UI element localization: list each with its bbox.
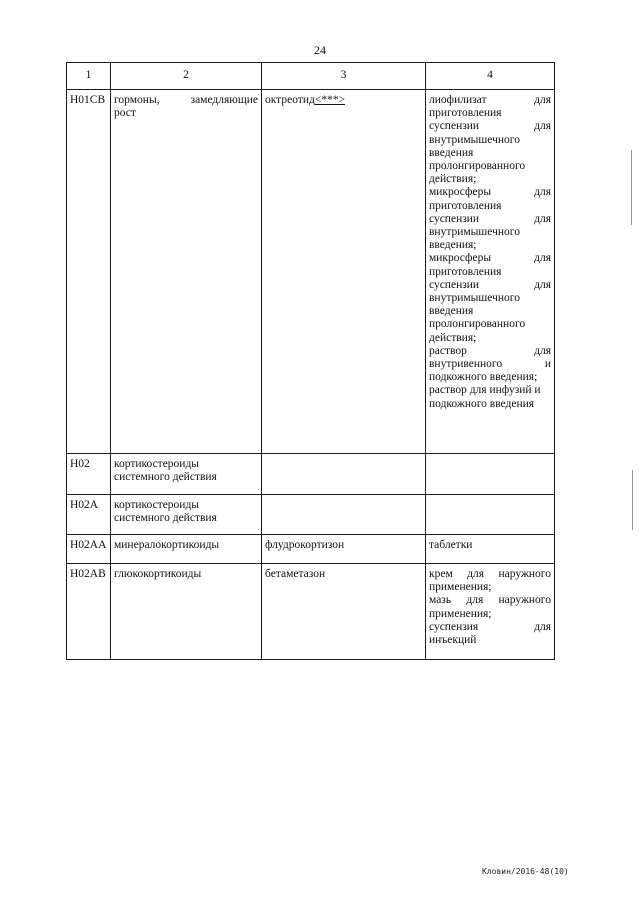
drug-name-cell bbox=[262, 454, 426, 495]
drug-name-cell: флудрокортизон bbox=[262, 535, 426, 564]
group-name-line: кортикостероиды bbox=[114, 499, 200, 511]
drug-footnote-link[interactable]: <***> bbox=[314, 94, 346, 106]
dosage-form-line: суспензии для bbox=[429, 278, 551, 291]
atc-code-cell: H01CB bbox=[67, 90, 111, 454]
group-name-line: глюкокортикоиды bbox=[114, 568, 202, 580]
dosage-form-line: приготовления bbox=[429, 265, 502, 278]
dosage-form-line: введения; bbox=[429, 239, 477, 252]
header-cell-4: 4 bbox=[426, 63, 555, 90]
dosage-form-line: приготовления bbox=[429, 199, 502, 212]
atc-code-cell: H02A bbox=[67, 495, 111, 535]
dosage-form-line: микросферы для bbox=[429, 186, 551, 199]
dosage-form-cell bbox=[426, 90, 555, 454]
atc-code-cell: H02AA bbox=[67, 535, 111, 564]
group-name-line: системного действия bbox=[114, 471, 217, 484]
dosage-form-line: лиофилизат для bbox=[429, 94, 551, 106]
dosage-form-line: подкожного введения bbox=[429, 397, 535, 410]
table-row bbox=[67, 90, 555, 454]
dosage-form-line: введения bbox=[429, 305, 474, 318]
page-number: 24 bbox=[314, 43, 326, 57]
group-name-line: минералокортикоиды bbox=[114, 539, 220, 551]
table-row bbox=[67, 454, 555, 495]
dosage-form-line: микросферы для bbox=[429, 252, 551, 265]
drug-name-cell bbox=[262, 90, 426, 454]
dosage-form-line: таблетки bbox=[429, 539, 473, 551]
dosage-form-line: внутримышечного bbox=[429, 292, 520, 305]
dosage-form-line: применения; bbox=[429, 581, 492, 594]
dosage-form-line: раствор для инфузий и bbox=[429, 384, 541, 397]
dosage-form-line: действия; bbox=[429, 173, 477, 186]
dosage-form-line: внутривенного и bbox=[429, 358, 551, 371]
drug-name: октреотид bbox=[265, 94, 315, 106]
dosage-form-cell bbox=[426, 564, 555, 660]
table-row bbox=[67, 535, 555, 564]
group-name-cell bbox=[111, 90, 262, 454]
dosage-form-line: раствор для bbox=[429, 344, 551, 357]
dosage-form-line: применения; bbox=[429, 607, 492, 620]
drug-name-cell bbox=[262, 495, 426, 535]
header-cell-1: 1 bbox=[67, 63, 111, 90]
group-name-cell bbox=[111, 454, 262, 495]
group-name-line: системного действия bbox=[114, 512, 217, 525]
atc-code-cell: H02AB bbox=[67, 564, 111, 660]
table-row bbox=[67, 495, 555, 535]
dosage-form-line: инъекций bbox=[429, 634, 477, 647]
group-name-cell bbox=[111, 564, 262, 660]
dosage-form-line: крем для наружного bbox=[429, 568, 551, 580]
table-header-row bbox=[67, 63, 555, 90]
dosage-form-line: введения bbox=[429, 146, 474, 159]
dosage-form-line: внутримышечного bbox=[429, 226, 520, 239]
group-name-line: рост bbox=[114, 107, 136, 120]
group-name-cell bbox=[111, 535, 262, 564]
dosage-form-line: подкожного введения; bbox=[429, 371, 538, 384]
header-cell-2: 2 bbox=[111, 63, 262, 90]
atc-code-cell: H02 bbox=[67, 454, 111, 495]
table-row bbox=[67, 564, 555, 660]
dosage-form-line: действия; bbox=[429, 331, 477, 344]
dosage-form-line: мазь для наружного bbox=[429, 594, 551, 607]
dosage-form-line: пролонгированного bbox=[429, 318, 526, 331]
group-name-line: гормоны, замедляющие bbox=[114, 94, 258, 106]
scan-edge-mark bbox=[631, 150, 632, 225]
header-cell-3: 3 bbox=[262, 63, 426, 90]
dosage-form-cell bbox=[426, 535, 555, 564]
dosage-form-line: приготовления bbox=[429, 107, 502, 120]
dosage-form-line: суспензии для bbox=[429, 120, 551, 133]
group-name-line: кортикостероиды bbox=[114, 458, 200, 470]
dosage-form-line: пролонгированного bbox=[429, 160, 526, 173]
dosage-form-line: суспензия для bbox=[429, 620, 551, 633]
dosage-form-line: внутримышечного bbox=[429, 133, 520, 146]
group-name-cell bbox=[111, 495, 262, 535]
scan-edge-mark bbox=[632, 470, 633, 530]
dosage-form-line: суспензии для bbox=[429, 212, 551, 225]
medication-table bbox=[66, 62, 555, 660]
footer-document-code: Кловин/2016-48(10) bbox=[482, 867, 569, 876]
drug-name-cell: бетаметазон bbox=[262, 564, 426, 660]
dosage-form-cell bbox=[426, 454, 555, 495]
dosage-form-cell bbox=[426, 495, 555, 535]
